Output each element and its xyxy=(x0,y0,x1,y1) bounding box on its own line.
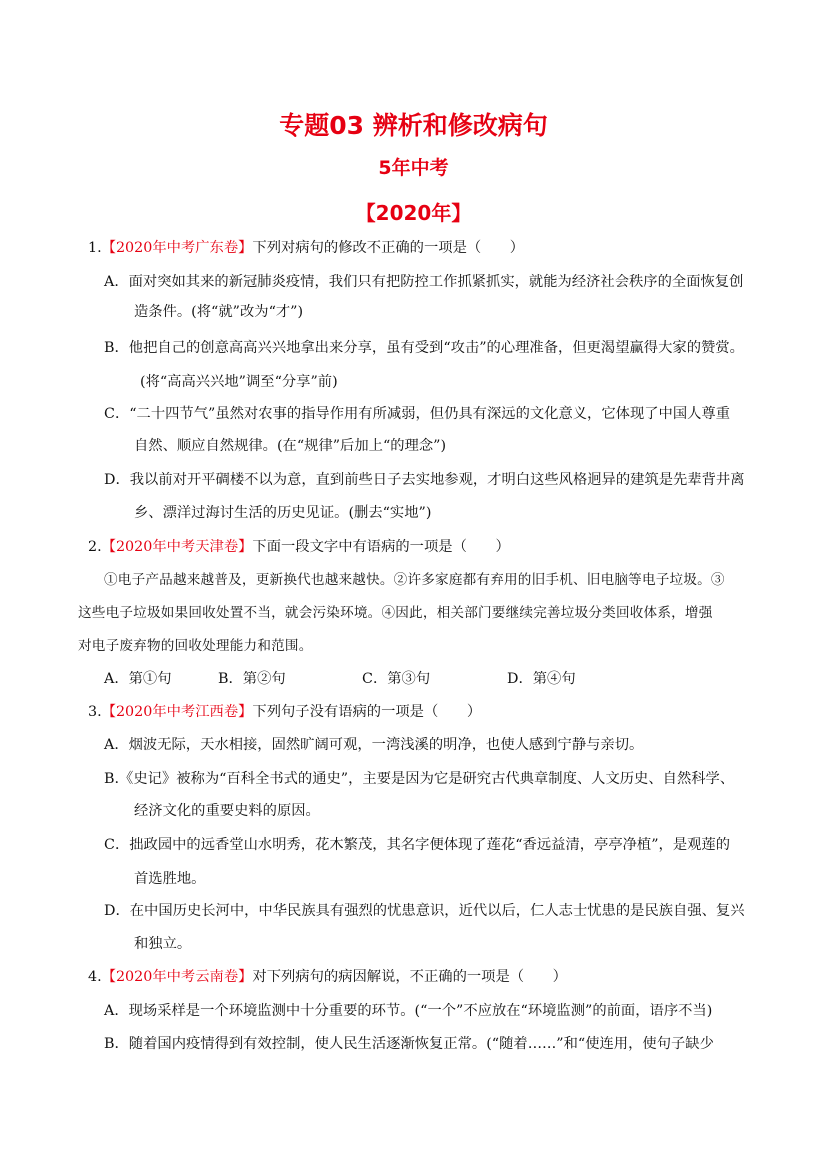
page-title: 专题03 辨析和修改病句 xyxy=(279,111,548,140)
question-4-option-a: A．现场采样是一个环境监测中十分重要的环节。(“一个”不应放在“环境监测”的前面，语序不当) xyxy=(104,1003,713,1019)
question-1-option-d: D．我以前对开平碉楼不以为意，直到前些日子去实地参观，才明白这些风格迥异的建筑是先辈背井离 xyxy=(104,472,745,488)
question-text: 对下列病句的病因解说，不正确的一项是（ ） xyxy=(252,969,567,985)
question-3-option-b-cont: 经济文化的重要史料的原因。 xyxy=(134,803,320,819)
question-2-passage-line: 对电子废弃物的回收处理能力和范围。 xyxy=(78,638,313,654)
question-2-passage-line: ①电子产品越来越普及，更新换代也越来越快。②许多家庭都有弃用的旧手机、旧电脑等电子垃圾。③ xyxy=(104,572,725,588)
question-4-stem xyxy=(88,967,567,987)
question-1-option-a-cont: 造条件。(将“就”改为“才”) xyxy=(134,304,304,320)
question-1-option-d-cont: 乡、漂洋过海讨生活的历史见证。(删去“实地”) xyxy=(134,505,432,521)
question-1-option-a: A．面对突如其来的新冠肺炎疫情，我们只有把防控工作抓紧抓实，就能为经济社会秩序的全面恢复创 xyxy=(104,274,744,290)
question-source: 【2020年中考云南卷】 xyxy=(101,969,253,985)
page-subtitle: 5年中考 xyxy=(378,157,449,179)
question-2-choice-d: D．第④句 xyxy=(507,671,576,687)
question-2-choice-a: A．第①句 xyxy=(104,671,172,687)
question-number: 4. xyxy=(88,969,102,985)
question-1-option-c-cont: 自然、顺应自然规律。(在“规律”后加上“的理念”) xyxy=(134,438,447,454)
question-3-option-b: B.《史记》被称为“百科全书式的通史”，主要是因为它是研究古代典章制度、人文历史、自然科学、 xyxy=(104,771,735,787)
question-2-passage-line: 这些电子垃圾如果回收处置不当，就会污染环境。④因此，相关部门要继续完善垃圾分类回收体系，增强 xyxy=(78,605,713,621)
question-2-stem xyxy=(88,537,510,557)
question-1-option-c: C．“二十四节气”虽然对农事的指导作用有所减弱，但仍具有深远的文化意义，它体现了中国人尊重 xyxy=(104,406,731,422)
question-number: 1. xyxy=(88,240,102,256)
question-3-option-c: C．拙政园中的远香堂山水明秀，花木繁茂，其名字便体现了莲花“香远益清，亭亭净植”，是观莲的 xyxy=(104,837,731,853)
question-source: 【2020年中考江西卷】 xyxy=(101,704,253,720)
question-3-option-a: A．烟波无际，天水相接，固然旷阔可观，一湾浅溪的明净，也使人感到宁静与亲切。 xyxy=(104,737,644,753)
question-text: 下面一段文字中有语病的一项是（ ） xyxy=(252,539,510,555)
question-text: 下列对病句的修改不正确的一项是（ ） xyxy=(252,240,525,256)
question-text: 下列句子没有语病的一项是（ ） xyxy=(252,704,482,720)
question-1-option-b-cont: (将“高高兴兴地”调至“分享”前) xyxy=(140,374,338,390)
question-1-stem xyxy=(88,238,524,258)
question-2-choice-c: C．第③句 xyxy=(362,671,431,687)
question-number: 2. xyxy=(88,539,102,555)
question-2-choice-b: B．第②句 xyxy=(218,671,286,687)
question-1-option-b: B．他把自己的创意高高兴兴地拿出来分享，虽有受到“攻击”的心理准备，但更渴望赢得大家的赞赏。 xyxy=(104,340,744,356)
question-number: 3. xyxy=(88,704,102,720)
question-source: 【2020年中考广东卷】 xyxy=(101,240,253,256)
question-3-option-d-cont: 和独立。 xyxy=(134,936,192,952)
question-source: 【2020年中考天津卷】 xyxy=(101,539,253,555)
question-3-option-c-cont: 首选胜地。 xyxy=(134,871,206,887)
question-4-option-b: B．随着国内疫情得到有效控制，使人民生活逐渐恢复正常。(“随着……”和“使连用，使句子缺少 xyxy=(104,1036,714,1052)
question-3-option-d: D．在中国历史长河中，中华民族具有强烈的忧患意识，近代以后，仁人志士忧患的是民族自强、复兴 xyxy=(104,903,745,919)
year-heading: 【2020年】 xyxy=(355,201,472,225)
question-3-stem xyxy=(88,702,481,722)
